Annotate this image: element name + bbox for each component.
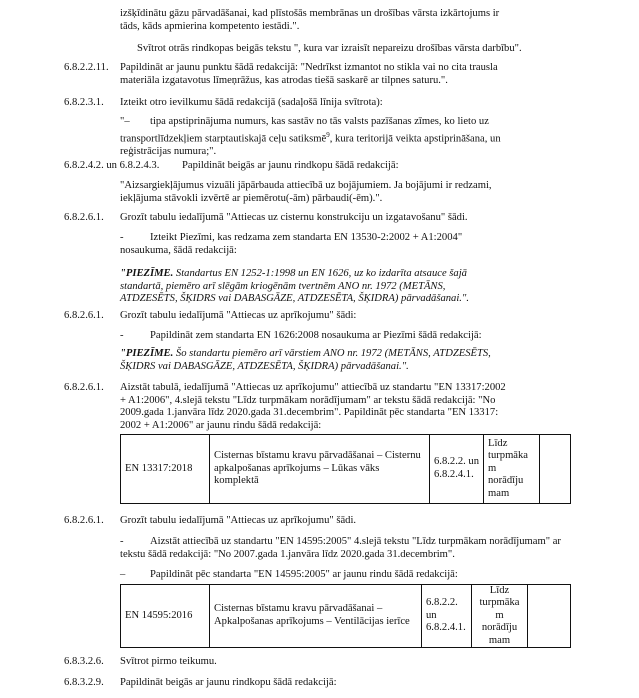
text-span: Standartus EN 1252-1:1998 un EN 1626, uz ko izdarīta atsauce šajā — [173, 268, 467, 279]
text-line: norādīju — [481, 622, 518, 634]
text-line: + A1:2006", 4.slejā tekstu "Līdz turpmākam norādījumam" ar tekstu šādā redakcijā: "No — [120, 394, 496, 406]
text-line — [120, 129, 520, 146]
text-line: Cisternas bīstamu kravu pārvadāšanai – — [214, 603, 383, 615]
section-text: Izteikt otro ievilkumu šādā redakcijā (sadaļošā līnija svītrota): — [120, 97, 383, 108]
section-text — [120, 62, 520, 87]
note-label: "PIEZĪME. — [120, 268, 174, 279]
text-line — [120, 348, 520, 361]
cell-text — [214, 603, 410, 628]
section-number: 6.8.3.2.6. — [64, 656, 104, 667]
table-cell-empty — [527, 585, 570, 647]
text-line: nosaukuma, šādā redakcijā: — [120, 244, 237, 256]
section-text: Grozīt tabulu iedalījumā "Attiecas uz cisternu konstrukciju un izgatavošanu" šādi. — [120, 212, 468, 223]
quote-dash: "– — [120, 116, 130, 127]
note-block — [120, 268, 520, 306]
text-line: Cisternas bīstamu kravu pārvadāšanai – Cisternu — [214, 450, 421, 462]
text-line: 6.8.2.4.1. — [426, 622, 466, 634]
text-line: Apkalpošanas aprīkojums – Ventilācijas ierīce — [214, 616, 410, 627]
text-line: Izteikt Piezīmi, kas redzama zem standarta EN 13530-2:2002 + A1:2004" — [150, 232, 463, 243]
dash-item: Papildināt pēc standarta "EN 14595:2005" ar jaunu rindu šādā redakcijā: — [150, 569, 458, 580]
text-line — [120, 116, 520, 129]
table-cell-title — [209, 585, 421, 647]
text-line: turpmāka — [479, 597, 520, 609]
text-line: izšķīdinātu gāzu pārvadāšanai, kad plīstošās membrānas un drošības vārsta izkārtojums ir — [120, 8, 500, 19]
table-cell-standard: EN 13317:2018 — [125, 462, 193, 474]
text-line: 6.8.2.4.1. — [434, 469, 474, 480]
text-span: transportlīdzekļiem starptautiskajā ceļu satiksmē — [120, 133, 327, 145]
table-en13317 — [120, 434, 571, 504]
footnote-marker: 9 — [326, 130, 330, 139]
section-text: Papildināt beigās ar jaunu rindkopu šādā redakcijā: — [120, 677, 337, 688]
dash-item: Papildināt zem standarta EN 1626:2008 nosaukuma ar Piezīmi šādā redakcijā: — [150, 330, 482, 341]
text-line: 2009.gada 1.janvāra līdz 2020.gada 31.decembrim". Papildināt pēc standarta "EN 13317: — [120, 407, 499, 419]
cell-text — [214, 450, 421, 488]
dash-marker: – — [120, 569, 126, 580]
text-span: , kura teritorijā veikta apstiprināšana, un — [329, 133, 501, 145]
text-line: norādīju — [488, 475, 524, 487]
section-text: Grozīt tabulu iedalījumā "Attiecas uz aprīkojumu" šādi. — [120, 515, 357, 526]
text-line: m — [495, 609, 504, 621]
text-line: tāds, kāds apmierina kompetento iestādi.". — [120, 20, 300, 32]
text-line: reģistrācijas numura;". — [120, 145, 217, 157]
note-block — [120, 348, 520, 373]
section-number: 6.8.2.6.1. — [64, 382, 104, 393]
text-line: mam — [488, 634, 511, 646]
cell-text — [479, 585, 519, 648]
section-text: Svītrot pirmo teikumu. — [120, 656, 217, 667]
text-line: "Aizsargiekļājumus vizuāli jāpārbauda attiecībā uz bojājumiem. Ja bojājumi ir redzami, — [120, 180, 492, 191]
dash-marker: - — [120, 536, 124, 547]
section-number: 6.8.2.6.1. — [64, 212, 104, 223]
text-line: Aizstāt tabulā, iedalījumā "Attiecas uz aprīkojumu" attiecībā uz standartu "EN 13317:2002 — [120, 382, 506, 393]
section-text — [120, 382, 520, 432]
section-number: 6.8.2.6.1. — [64, 515, 104, 526]
dash-item — [120, 232, 520, 257]
text-line: komplektā — [214, 475, 259, 487]
table-cell-clauses — [429, 435, 483, 503]
continued-paragraph — [120, 8, 518, 33]
text-line: Papildināt ar jaunu punktu šādā redakcijā: "Nedrīkst izmantot no stikla vai no cita trausla — [120, 62, 498, 73]
cell-text — [426, 597, 466, 635]
text-line: Aizstāt attiecībā uz standartu "EN 14595:2005" 4.slejā tekstu "Līdz turpmākam norādījumam" ar — [150, 536, 561, 547]
quote-block — [120, 116, 520, 158]
text-line: Līdz — [488, 437, 508, 449]
text-line: 6.8.2.2. un — [434, 456, 480, 468]
section-number: 6.8.2.4.2. un 6.8.2.4.3. — [64, 160, 160, 171]
section-number: 6.8.2.6.1. — [64, 310, 104, 321]
table-cell-applicability — [483, 435, 539, 503]
table-cell-empty — [539, 435, 570, 503]
table-cell-title — [209, 435, 429, 503]
section-number: 6.8.2.3.1. — [64, 97, 104, 108]
text-line: m — [488, 462, 497, 474]
text-line: tekstu šādā redakcijā: "No 2007.gada 1.janvāra līdz 2020.gada 31.decembrim". — [120, 548, 455, 560]
text-line: 2002 + A1:2006" ar jaunu rindu šādā redakcijā: — [120, 419, 322, 431]
table-cell-applicability — [471, 585, 527, 647]
dash-item — [120, 536, 561, 561]
text-span: Šo standartu piemēro arī vārstiem ANO nr. 1972 (METĀNS, ATDZESĒTS, — [173, 348, 491, 359]
section-text: Papildināt beigās ar jaunu rindkopu šādā redakcijā: — [182, 160, 399, 171]
text-line: materiāla izgatavotus līmeņrāžus, kas atrodas tiešā saskarē ar tilpnes saturu.". — [120, 74, 448, 86]
cell-text — [488, 438, 528, 501]
table-en14595 — [120, 584, 571, 648]
delete-instruction: Svītrot otrās rindkopas beigās tekstu ", kura var izraisīt nepareizu drošības vārsta darbību". — [137, 43, 522, 54]
text-line: standartā, piemēro arī slēgām kriogēnām tvertnēm ANO nr. 1972 (METĀNS, — [120, 280, 446, 292]
text-line: apkalpošanas aprīkojums – Lūkas vāks — [214, 462, 380, 474]
text-span: tipa apstiprinājuma numurs, kas sastāv no tās valsts pazīšanas zīmes, ko lieto uz — [150, 116, 489, 127]
section-number: 6.8.3.2.9. — [64, 677, 104, 688]
text-line: 6.8.2.2. — [426, 597, 458, 609]
text-line: turpmāka — [488, 450, 529, 462]
table-cell-standard: EN 14595:2016 — [125, 609, 193, 621]
text-line: ŠĶIDRS vai DABASGĀZE, ATDZESĒTA, ŠĶIDRA) pārvadāšanai.". — [120, 360, 409, 372]
dash-marker: - — [120, 330, 124, 341]
text-line: Līdz — [489, 584, 510, 596]
text-line: iekļājuma stāvokli izvērtē ar piemērotu(-ām) pārbaudi(-ēm).". — [120, 192, 383, 204]
quote-block — [120, 180, 520, 205]
text-line: ATDZESĒTS, ŠĶIDRS vai DABASGĀZE, ATDZESĒTA, ŠĶIDRA) pārvadāšanai.". — [120, 293, 470, 305]
cell-text — [434, 456, 479, 481]
table-cell-clauses — [421, 585, 471, 647]
note-label: "PIEZĪME. — [120, 348, 174, 359]
text-line — [120, 268, 520, 281]
text-line: un — [426, 609, 437, 621]
section-text: Grozīt tabulu iedalījumā "Attiecas uz aprīkojumu" šādi: — [120, 310, 357, 321]
text-line: mam — [488, 487, 510, 499]
dash-marker: - — [120, 232, 124, 243]
section-number: 6.8.2.2.11. — [64, 62, 109, 73]
